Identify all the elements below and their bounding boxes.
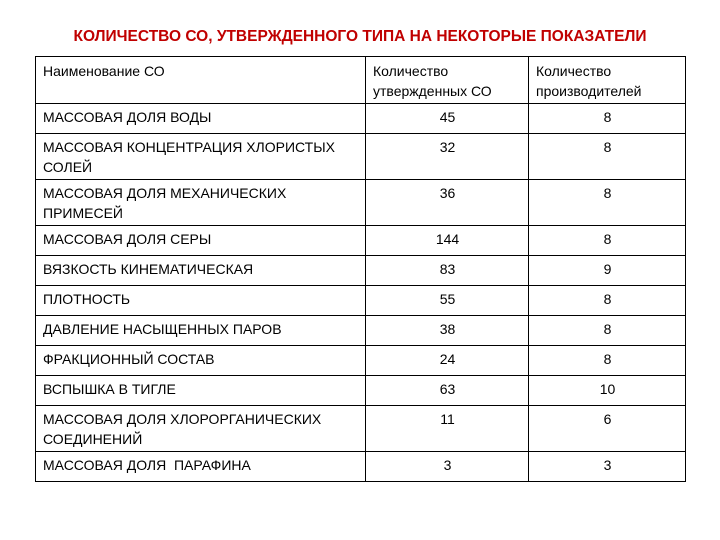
row-manufacturers-count: 8: [529, 286, 686, 316]
row-name: ВЯЗКОСТЬ КИНЕМАТИЧЕСКАЯ: [36, 256, 366, 286]
row-approved-count: 38: [366, 316, 529, 346]
row-manufacturers-count: 3: [529, 452, 686, 482]
table-header-row: [36, 57, 686, 104]
row-approved-count: 45: [366, 104, 529, 134]
row-name: ВСПЫШКА В ТИГЛЕ: [36, 376, 366, 406]
row-name: МАССОВАЯ ДОЛЯ ВОДЫ: [36, 104, 366, 134]
row-manufacturers-count: 8: [529, 346, 686, 376]
row-approved-count: 24: [366, 346, 529, 376]
row-name: ДАВЛЕНИЕ НАСЫЩЕННЫХ ПАРОВ: [36, 316, 366, 346]
row-manufacturers-count: 8: [529, 104, 686, 134]
table-row: [36, 134, 686, 180]
row-manufacturers-count: 8: [529, 180, 686, 226]
header-manufacturers-count: Количество производителей: [529, 57, 686, 104]
table-row: [36, 226, 686, 256]
table-row: [36, 406, 686, 452]
row-manufacturers-count: 9: [529, 256, 686, 286]
row-name: МАССОВАЯ КОНЦЕНТРАЦИЯ ХЛОРИСТЫХ СОЛЕЙ: [36, 134, 366, 180]
table-row: [36, 180, 686, 226]
header-approved-count: Количество утвержденных СО: [366, 57, 529, 104]
table-row: [36, 256, 686, 286]
row-name: ФРАКЦИОННЫЙ СОСТАВ: [36, 346, 366, 376]
row-name: МАССОВАЯ ДОЛЯ СЕРЫ: [36, 226, 366, 256]
row-name: МАССОВАЯ ДОЛЯ ПАРАФИНА: [36, 452, 366, 482]
row-approved-count: 11: [366, 406, 529, 452]
row-manufacturers-count: 8: [529, 316, 686, 346]
row-manufacturers-count: 6: [529, 406, 686, 452]
row-approved-count: 144: [366, 226, 529, 256]
table-row: [36, 452, 686, 482]
row-name: ПЛОТНОСТЬ: [36, 286, 366, 316]
table-row: [36, 346, 686, 376]
table-row: [36, 286, 686, 316]
table-row: [36, 376, 686, 406]
row-name: МАССОВАЯ ДОЛЯ ХЛОРОРГАНИЧЕСКИХ СОЕДИНЕНИЙ: [36, 406, 366, 452]
row-name: МАССОВАЯ ДОЛЯ МЕХАНИЧЕСКИХ ПРИМЕСЕЙ: [36, 180, 366, 226]
row-manufacturers-count: 8: [529, 134, 686, 180]
table-row: [36, 104, 686, 134]
row-approved-count: 83: [366, 256, 529, 286]
row-approved-count: 3: [366, 452, 529, 482]
row-approved-count: 55: [366, 286, 529, 316]
row-manufacturers-count: 10: [529, 376, 686, 406]
reference-materials-table: [35, 56, 686, 482]
slide-title: КОЛИЧЕСТВО СО, УТВЕРЖДЕННОГО ТИПА НА НЕКОТОРЫЕ ПОКАЗАТЕЛИ: [73, 28, 647, 45]
row-approved-count: 36: [366, 180, 529, 226]
row-manufacturers-count: 8: [529, 226, 686, 256]
row-approved-count: 32: [366, 134, 529, 180]
row-approved-count: 63: [366, 376, 529, 406]
header-name: Наименование СО: [36, 57, 366, 104]
table-row: [36, 316, 686, 346]
